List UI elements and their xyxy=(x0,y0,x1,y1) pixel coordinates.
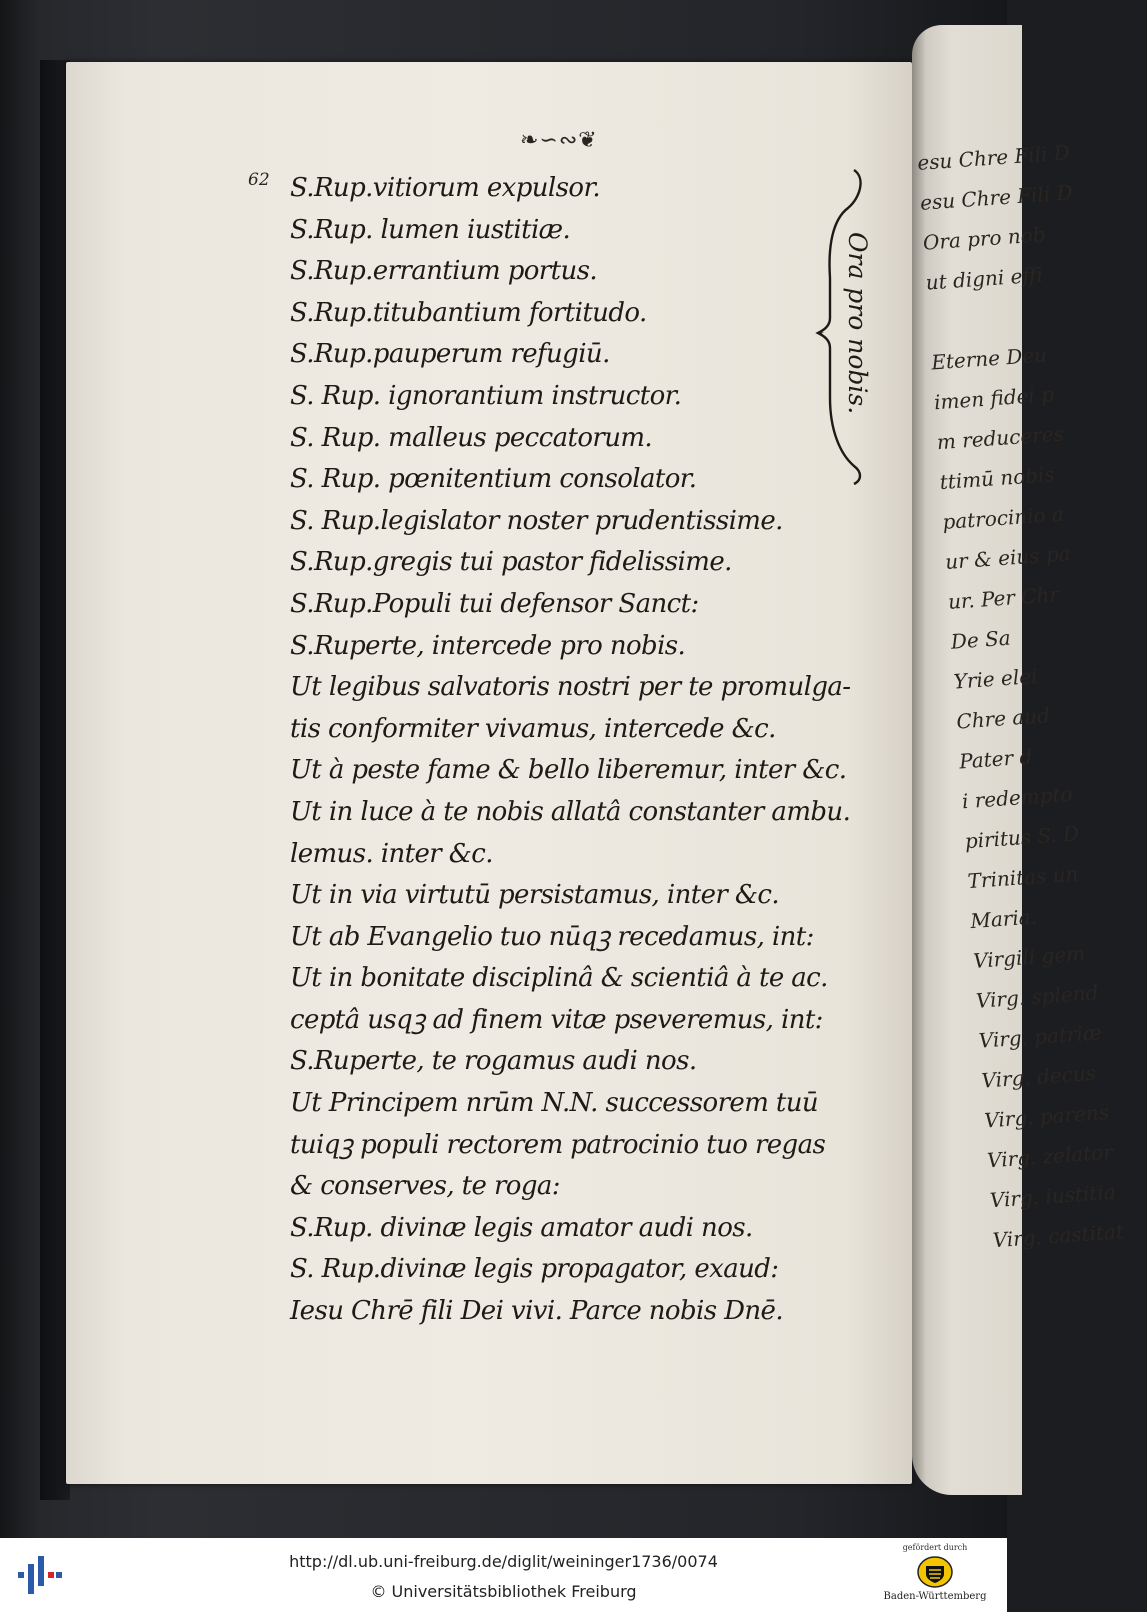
litany-text xyxy=(290,168,910,1333)
right-page-text-line: ur. Per Chr xyxy=(947,582,1060,614)
right-page-text-line: Trinitas un xyxy=(966,861,1080,894)
text-line: S.Ruperte, te rogamus audi nos. xyxy=(290,1046,697,1077)
text-line: S.Rup.Populi tui defensor Sanct: xyxy=(290,588,699,619)
right-page-text-line: Maria. xyxy=(969,904,1038,934)
baden-wuerttemberg-crest-icon xyxy=(913,1554,957,1590)
text-line: lemus. inter &c. xyxy=(290,838,493,869)
right-page-text-line: Virg. patriæ xyxy=(977,1020,1103,1053)
right-page-text-line: Virg. decus xyxy=(980,1060,1097,1093)
text-line: Ut à peste fame & bello liberemur, inter &c. xyxy=(290,755,847,786)
text-line: tuiqꝫ populi rectorem patrocinio tuo regas xyxy=(290,1129,826,1160)
svg-text:~: ~ xyxy=(816,328,825,339)
text-line: S.Rup. lumen iustitiæ. xyxy=(290,214,571,245)
right-page-text-line: esu Chre Fili D xyxy=(919,180,1074,215)
header-ornament: ❧∽∾❦ xyxy=(520,128,598,153)
text-line: Iesu Chrē fili Dei vivi. Parce nobis Dnē. xyxy=(290,1296,783,1327)
text-line: Ut legibus salvatoris nostri per te promulga- xyxy=(290,672,851,703)
right-page-text-line: Virg. splend xyxy=(975,980,1100,1013)
permalink-url-link[interactable]: http://dl.ub.uni-freiburg.de/diglit/weininger1736/0074 xyxy=(289,1552,718,1571)
right-page-text-line: ut digni effi xyxy=(924,262,1044,295)
sponsor-name: Baden-Württemberg xyxy=(883,1591,987,1602)
right-page-text-line: patrocinio a xyxy=(941,501,1065,535)
right-page-text-line: Virgili gem xyxy=(972,941,1086,973)
text-line: ceptâ usqꝫ ad finem vitæ pseveremus, int: xyxy=(290,1004,823,1035)
text-line: Ut in via virtutū persistamus, inter &c. xyxy=(290,880,780,911)
text-line: S.Rup. divinæ legis amator audi nos. xyxy=(290,1212,753,1243)
right-page-text-line: imen fidei p xyxy=(933,382,1055,415)
text-line: S.Ruperte, intercede pro nobis. xyxy=(290,630,686,661)
right-page-text-line: ur & eius pa xyxy=(944,541,1072,574)
text-line: Ut ab Evangelio tuo nūqꝫ recedamus, int: xyxy=(290,921,814,952)
text-line: tis conformiter vivamus, intercede &c. xyxy=(290,713,776,744)
footer-bar xyxy=(0,1538,1007,1612)
right-page-text-line: piritus S. D xyxy=(963,821,1080,854)
text-line: S. Rup.legislator noster prudentissime. xyxy=(290,505,783,536)
right-page-text-line: Eterne Deu xyxy=(930,342,1048,375)
right-page-text-line: Virg. parens xyxy=(983,1099,1110,1133)
copyright-text: © Universitätsbibliothek Freiburg xyxy=(370,1582,637,1601)
text-line: S.Rup.titubantium fortitudo. xyxy=(290,297,647,328)
side-label-ora-pro-nobis: Ora pro nobis. xyxy=(843,232,872,415)
text-line: & conserves, te roga: xyxy=(290,1171,560,1202)
right-page-text-line: i redempto xyxy=(961,781,1074,814)
right-page-text-line: Ora pro nob xyxy=(922,222,1047,255)
text-line: S.Rup.errantium portus. xyxy=(290,256,598,287)
sponsor-block xyxy=(870,1542,1000,1610)
right-page-text-line: Yrie elei xyxy=(952,663,1039,694)
right-page-text-line: m reduceres xyxy=(936,421,1065,455)
text-line: Ut in bonitate disciplinâ & scientiâ à te ac. xyxy=(290,963,828,994)
right-page-text-line: Virg. iustitia xyxy=(989,1179,1117,1213)
text-line: Ut Principem nrūm N.N. successorem tuū xyxy=(290,1088,819,1119)
text-line: S. Rup.divinæ legis propagator, exaud: xyxy=(290,1254,779,1285)
right-page-text-line: Pater d xyxy=(958,744,1033,774)
sponsor-funded-label: gefördert durch xyxy=(902,1543,968,1552)
right-page-text xyxy=(916,132,1146,1260)
text-line: S. Rup. malleus peccatorum. xyxy=(290,422,653,453)
right-page-text-line: Chre aud xyxy=(955,703,1051,734)
right-page-text-line: ttimū nobis xyxy=(938,462,1056,495)
book-page-right-partial xyxy=(912,25,1125,1495)
text-line: S.Rup.gregis tui pastor fidelissime. xyxy=(290,547,732,578)
right-page-text-line: Virg. zelator xyxy=(986,1139,1114,1173)
right-page-text-line: Virg. castitat xyxy=(991,1219,1125,1253)
text-line: S. Rup. pœnitentium consolator. xyxy=(290,464,697,495)
text-line: S.Rup.vitiorum expulsor. xyxy=(290,173,601,203)
text-line: S.Rup.pauperum refugiū. xyxy=(290,339,610,370)
right-page-text-line: esu Chre Fili D xyxy=(916,140,1071,175)
text-line: S. Rup. ignorantium instructor. xyxy=(290,380,682,411)
text-line: Ut in luce à te nobis allatâ constanter ambu. xyxy=(290,796,851,827)
right-page-text-line: De Sa xyxy=(950,625,1012,654)
page-number: 62 xyxy=(248,170,270,190)
